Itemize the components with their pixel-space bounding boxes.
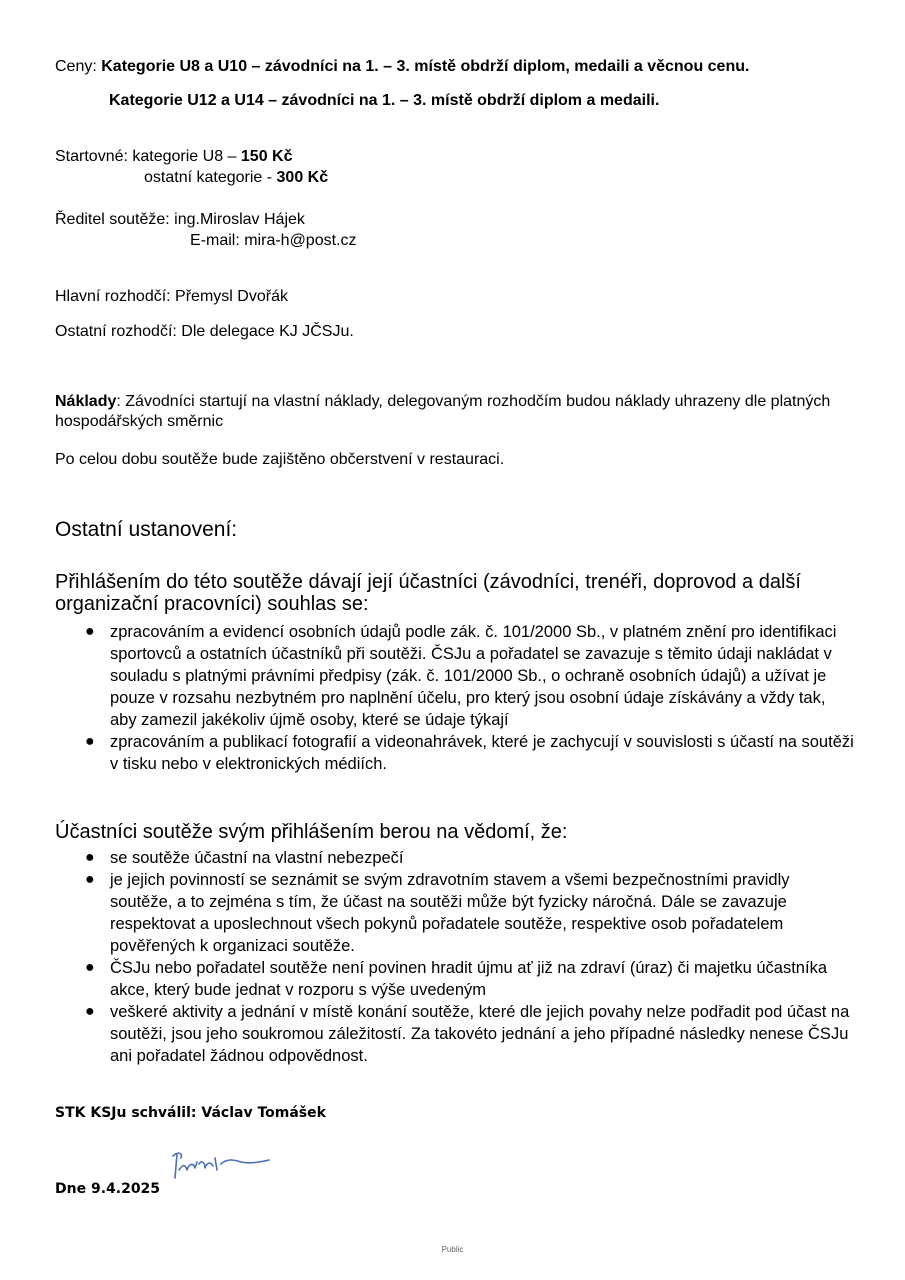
other-provisions-heading: Ostatní ustanovení:: [55, 518, 238, 541]
awareness-intro: Účastníci soutěže svým přihlášením berou na vědomí, že:: [55, 821, 568, 843]
fees-other-amount: 300 Kč: [276, 169, 329, 186]
awareness-list: [55, 847, 855, 1067]
list-item: ● veškeré aktivity a jednání v místě konání soutěže, které dle jejich povahy nelze podřadit pod účast na soutěži, jsou jeho soukromou záležitostí. Za takovéto jednání a jeho případné následky nenese ČSJu ani pořadatel žádnou odpovědnost.: [85, 1003, 850, 1065]
costs-paragraph: [55, 392, 855, 432]
fees-other-label: ostatní kategorie -: [144, 169, 277, 186]
bullet-icon: ●: [85, 1003, 95, 1020]
list-item: ● zpracováním a publikací fotografií a videonahrávek, které je zachycují v souvislosti s účastí na soutěži v tisku nebo v elektronických médiích.: [85, 733, 854, 773]
prizes-u8-u10: Kategorie U8 a U10 – závodníci na 1. – 3. místě obdrží diplom, medaili a věcnou cenu.: [101, 58, 750, 75]
prizes-u12-u14: Kategorie U12 a U14 – závodníci na 1. – 3. místě obdrží diplom a medaili.: [109, 92, 660, 109]
prizes-line-1: [55, 57, 749, 77]
other-referees: Ostatní rozhodčí: Dle delegace KJ JČSJu.: [55, 323, 354, 340]
bullet-icon: ●: [85, 959, 95, 976]
chief-referee: Hlavní rozhodčí: Přemysl Dvořák: [55, 288, 288, 305]
prizes-label: Ceny:: [55, 58, 97, 75]
bullet-icon: ●: [85, 623, 95, 640]
fees-line-1: [55, 147, 292, 167]
fees-label: Startovné: kategorie U8 –: [55, 148, 241, 165]
director-email: E-mail: mira-h@post.cz: [190, 232, 357, 249]
consent-intro: Přihlášením do této soutěže dávají její účastníci (závodníci, trenéři, doprovod a další organizační pracovníci) souhlas se:: [55, 571, 801, 615]
director-name: Ředitel soutěže: ing.Miroslav Hájek: [55, 211, 305, 228]
bullet-icon: ●: [85, 733, 95, 750]
signature-icon: [165, 1148, 275, 1188]
costs-label: Náklady: [55, 393, 117, 410]
refreshments-text: Po celou dobu soutěže bude zajištěno občerstvení v restauraci.: [55, 451, 505, 468]
fees-line-2: [144, 168, 328, 188]
list-item: ● zpracováním a evidencí osobních údajů podle zák. č. 101/2000 Sb., v platném znění pro identifikaci sportovců a ostatních účastníků při soutěži. ČSJu a pořadatel se zavazuje s těmito údaji nakládat v souladu s platnými právními předpisy (zák. č. 101/2000 Sb., o ochraně osobních údajů) a užívat je pouze v rozsahu nezbytném pro naplnění účelu, pro který jsou osobní údaje získávány a vždy tak, aby zamezil jakékoliv újmě osoby, které se údaje týkají: [85, 623, 837, 729]
bullet-icon: ●: [85, 871, 95, 888]
list-item: ● se soutěže účastní na vlastní nebezpečí: [85, 849, 404, 867]
list-item: ● ČSJu nebo pořadatel soutěže není povinen hradit újmu ať již na zdraví (úraz) či majetku účastníka akce, který bude jednat v rozporu s výše uvedeným: [85, 959, 827, 999]
bullet-icon: ●: [85, 849, 95, 866]
approved-by: STK KSJu schválil: Václav Tomášek: [55, 1105, 326, 1121]
classification-label: Public: [441, 1245, 464, 1254]
fees-u8-amount: 150 Kč: [240, 148, 293, 165]
costs-text: : Závodníci startují na vlastní náklady, delegovaným rozhodčím budou náklady uhrazeny dle platných hospodářských směrnic: [55, 393, 831, 430]
approval-date: Dne 9.4.2025: [55, 1181, 161, 1197]
list-item: ● je jejich povinností se seznámit se svým zdravotním stavem a všemi bezpečnostními pravidly soutěže, a to zejména s tím, že účast na soutěži může být fyzicky náročná. Dále se zavazuje respektovat a uposlechnout všech pokynů pořadatele soutěže, respektive osob pořadatelem pověřených k organizaci soutěže.: [85, 871, 790, 955]
consent-list: [55, 621, 855, 775]
